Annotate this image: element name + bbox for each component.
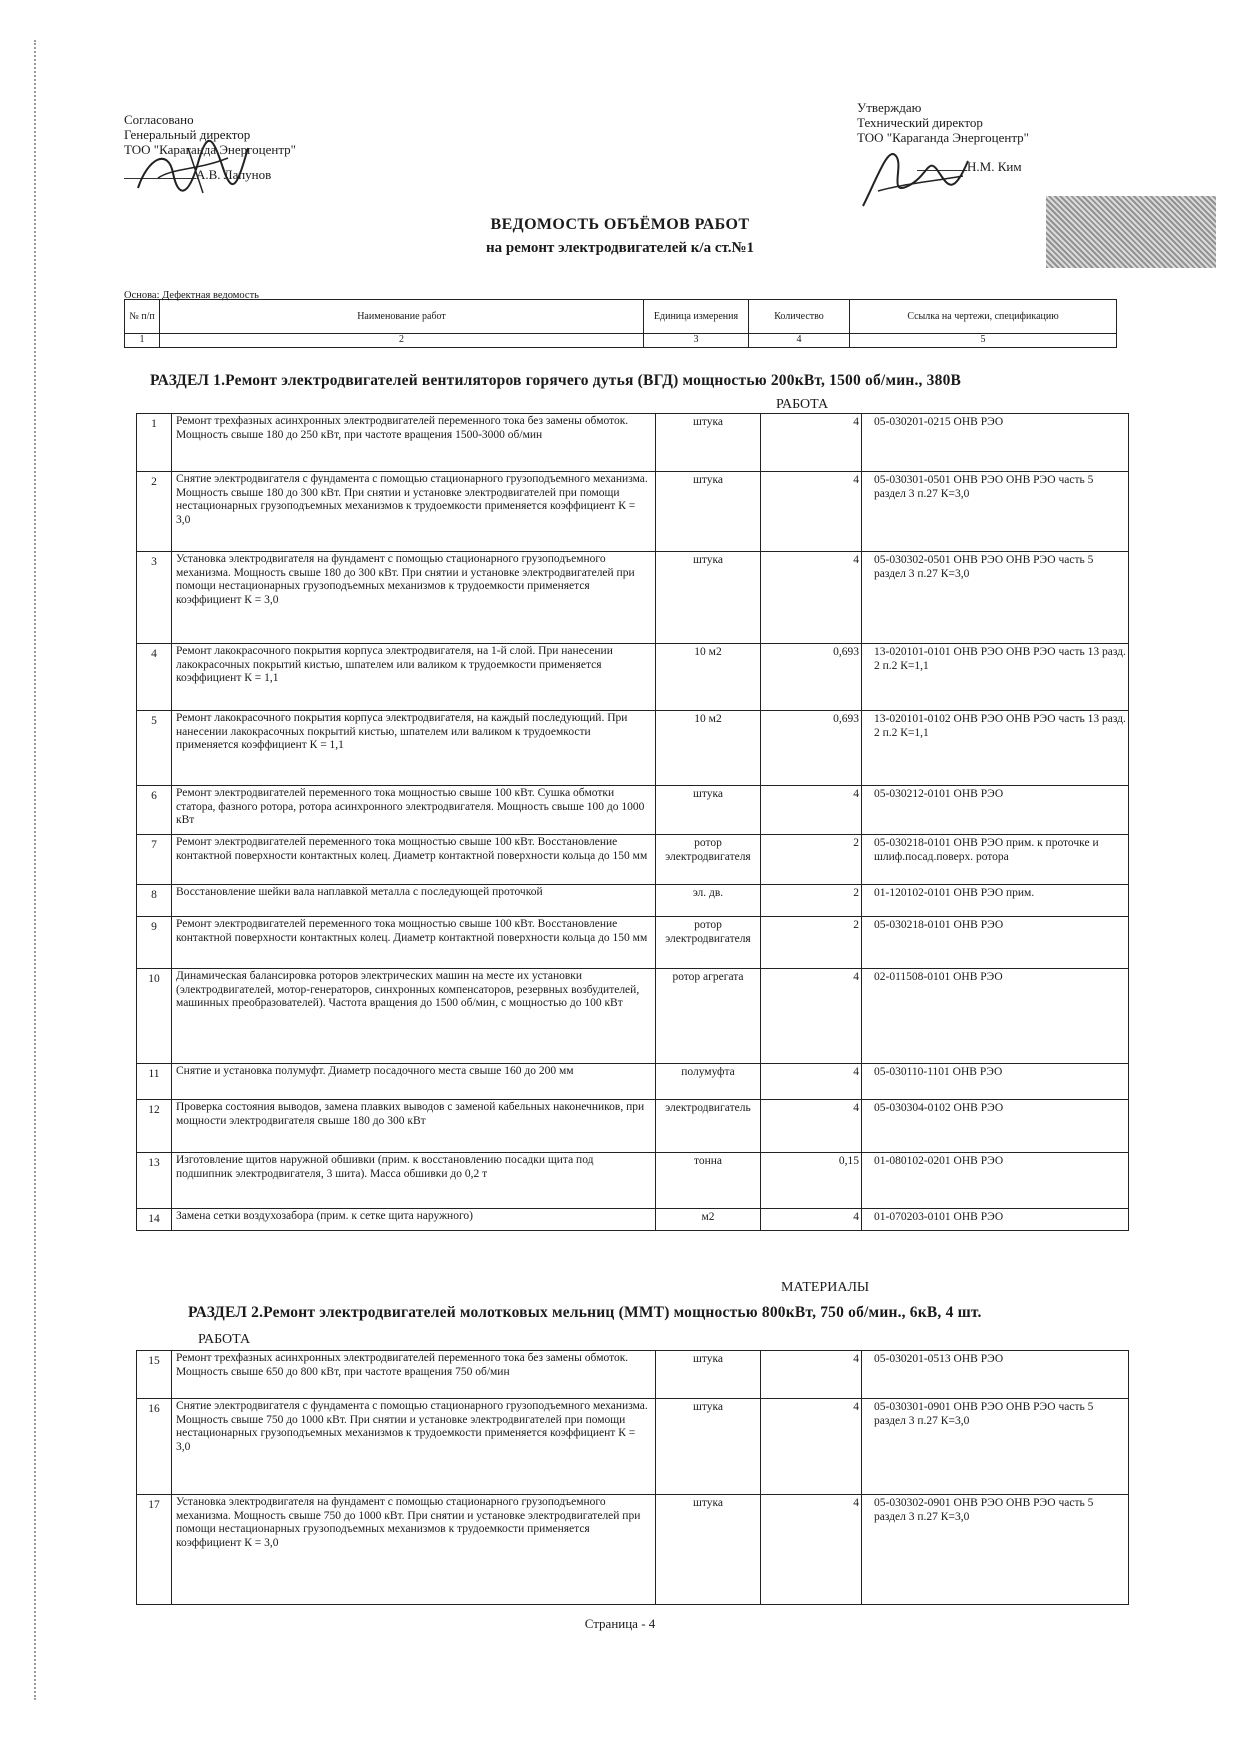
row-reference: 05-030218-0101 ОНВ РЭО прим. к проточке и шлиф.посад.поверх. ротора [862,835,1129,885]
row-unit: ротор электродвигателя [656,917,761,969]
section1-work-label: РАБОТА [776,397,829,412]
approval-right-line2: Технический директор [857,115,983,130]
column-number: 2 [160,334,644,348]
signature-left [128,128,258,208]
table-row [137,1153,1129,1209]
approval-left-line2: Генеральный директор [124,127,251,142]
row-reference: 05-030201-0513 ОНВ РЭО [862,1351,1129,1399]
document-title: ВЕДОМОСТЬ ОБЪЁМОВ РАБОТ [490,216,750,233]
row-quantity: 0,693 [761,644,862,711]
table-row [137,1209,1129,1231]
row-reference: 01-070203-0101 ОНВ РЭО [862,1209,1129,1231]
row-number: 10 [137,969,172,1064]
row-work-name: Восстановление шейки вала наплавкой металла с последующей проточкой [172,885,656,917]
column-number: 1 [125,334,160,348]
row-unit: штука [656,1399,761,1495]
row-quantity: 4 [761,414,862,472]
column-number: 4 [749,334,850,348]
row-number: 8 [137,885,172,917]
row-reference: 01-080102-0201 ОНВ РЭО [862,1153,1129,1209]
row-quantity: 4 [761,1100,862,1153]
signature-right [858,136,978,216]
table-row [137,1064,1129,1100]
row-work-name: Проверка состояния выводов, замена плавких выводов с заменой кабельных наконечников, при мощности электродвигателя свыше 180 до 300 кВт [172,1100,656,1153]
basis-label: Основа: Дефектная ведомость [124,290,259,301]
row-number: 11 [137,1064,172,1100]
row-reference: 05-030301-0501 ОНВ РЭО ОНВ РЭО часть 5 раздел 3 п.27 К=3,0 [862,472,1129,552]
table-header [124,299,1117,348]
row-work-name: Ремонт электродвигателей переменного тока мощностью свыше 100 кВт. Восстановление контактной поверхности контактных колец. Диаметр контактной поверхности кольца до 150 мм [172,835,656,885]
row-number: 2 [137,472,172,552]
row-reference: 05-030218-0101 ОНВ РЭО [862,917,1129,969]
column-number: 3 [644,334,749,348]
row-work-name: Ремонт трехфазных асинхронных электродвигателей переменного тока без замены обмоток. Мощность свыше 180 до 250 кВт, при частоте вращения 1500-3000 об/мин [172,414,656,472]
row-unit: штука [656,1351,761,1399]
row-reference: 05-030212-0101 ОНВ РЭО [862,786,1129,835]
row-unit: ротор агрегата [656,969,761,1064]
column-ref-header: Ссылка на чертежи, спецификацию [850,300,1117,334]
row-quantity: 4 [761,786,862,835]
column-unit-header: Единица измерения [644,300,749,334]
row-unit: 10 м2 [656,644,761,711]
row-quantity: 4 [761,1209,862,1231]
row-reference: 02-011508-0101 ОНВ РЭО [862,969,1129,1064]
row-work-name: Снятие и установка полумуфт. Диаметр посадочного места свыше 160 до 200 мм [172,1064,656,1100]
table-row [137,552,1129,644]
row-unit: электродвигатель [656,1100,761,1153]
row-quantity: 4 [761,1399,862,1495]
approval-right-line1: Утверждаю [857,100,922,115]
page-footer: Страница - 4 [584,1616,656,1631]
row-unit: эл. дв. [656,885,761,917]
row-quantity: 2 [761,835,862,885]
column-number: 5 [850,334,1117,348]
row-quantity: 0,15 [761,1153,862,1209]
table-row [137,1399,1129,1495]
approval-left-line1: Согласовано [124,112,194,127]
row-number: 16 [137,1399,172,1495]
row-number: 6 [137,786,172,835]
row-number: 5 [137,711,172,786]
table-row [137,644,1129,711]
section1-title: РАЗДЕЛ 1.Ремонт электродвигателей вентиляторов горячего дутья (ВГД) мощностью 200кВт, 1500 об/мин., 380В [150,372,962,389]
row-unit: штука [656,414,761,472]
approval-right-name: Н.М. Ким [967,159,1022,174]
table-row [137,472,1129,552]
row-reference: 05-030301-0901 ОНВ РЭО ОНВ РЭО часть 5 раздел 3 п.27 К=3,0 [862,1399,1129,1495]
table-row [137,969,1129,1064]
row-number: 1 [137,414,172,472]
row-quantity: 4 [761,552,862,644]
row-number: 4 [137,644,172,711]
row-number: 9 [137,917,172,969]
row-work-name: Ремонт электродвигателей переменного тока мощностью свыше 100 кВт. Сушка обмотки статора, фазного ротора, ротора асинхронного электродвигателя. Мощность свыше 100 до 1000 кВт [172,786,656,835]
row-work-name: Ремонт трехфазных асинхронных электродвигателей переменного тока без замены обмоток. Мощность свыше 650 до 800 кВт, при частоте вращения 750 об/мин [172,1351,656,1399]
row-work-name: Ремонт лакокрасочного покрытия корпуса электродвигателя, на 1-й слой. При нанесении лакокрасочных покрытий кистью, шпателем или валиком к трудоемкости применяется коэффициент К = 1,1 [172,644,656,711]
row-reference: 05-030304-0102 ОНВ РЭО [862,1100,1129,1153]
row-reference: 01-120102-0101 ОНВ РЭО прим. [862,885,1129,917]
row-unit: штука [656,552,761,644]
row-number: 3 [137,552,172,644]
row-unit: м2 [656,1209,761,1231]
row-work-name: Снятие электродвигателя с фундамента с помощью стационарного грузоподъемного механизма. Мощность свыше 750 до 1000 кВт. При снятии и установке электродвигателей при помощи нестационарных грузоподъемных механизмов к трудоемкости применяется коэффициент К = 3,0 [172,1399,656,1495]
row-unit: 10 м2 [656,711,761,786]
row-number: 12 [137,1100,172,1153]
section2-table [136,1350,1129,1605]
row-quantity: 4 [761,969,862,1064]
column-name-header: Наименование работ [160,300,644,334]
section1-rows [137,414,1129,1231]
row-work-name: Ремонт электродвигателей переменного тока мощностью свыше 100 кВт. Восстановление контактной поверхности контактных колец. Диаметр контактной поверхности кольца до 150 мм [172,917,656,969]
row-unit: штука [656,472,761,552]
approval-left-line3: ТОО "Караганда Энергоцентр" [124,142,296,157]
table-row [137,414,1129,472]
row-reference: 05-030302-0501 ОНВ РЭО ОНВ РЭО часть 5 раздел 3 п.27 К=3,0 [862,552,1129,644]
table-row [137,1351,1129,1399]
row-unit: штука [656,1495,761,1605]
row-quantity: 4 [761,1064,862,1100]
table-row [137,786,1129,835]
section1-table [136,413,1129,1231]
row-unit: штука [656,786,761,835]
row-work-name: Установка электродвигателя на фундамент с помощью стационарного грузоподъемного механизма. Мощность свыше 750 до 1000 кВт. При снятии и установке электродвигателей при помощи нестационарных грузоподъемных механизмов к трудоемкости применяется коэффициент К = 3,0 [172,1495,656,1605]
row-unit: тонна [656,1153,761,1209]
row-quantity: 4 [761,1495,862,1605]
section2-title: РАЗДЕЛ 2.Ремонт электродвигателей молотковых мельниц (ММТ) мощностью 800кВт, 750 об/мин., 6кВ, 4 шт. [188,1304,982,1321]
row-unit: ротор электродвигателя [656,835,761,885]
approval-right-line3: ТОО "Караганда Энергоцентр" [857,130,1029,145]
column-qty-header: Количество [749,300,850,334]
row-quantity: 0,693 [761,711,862,786]
table-row [137,885,1129,917]
section1-materials-label: МАТЕРИАЛЫ [781,1280,870,1295]
table-row [137,1100,1129,1153]
row-number: 13 [137,1153,172,1209]
row-reference: 05-030302-0901 ОНВ РЭО ОНВ РЭО часть 5 раздел 3 п.27 К=3,0 [862,1495,1129,1605]
table-row [137,711,1129,786]
row-work-name: Изготовление щитов наружной обшивки (прим. к восстановлению посадки щита под подшипник электродвигателя, 3 шита). Масса обшивки до 0,2 т [172,1153,656,1209]
row-quantity: 2 [761,917,862,969]
document-subtitle: на ремонт электродвигателей к/а ст.№1 [485,240,755,256]
row-quantity: 4 [761,472,862,552]
row-reference: 13-020101-0101 ОНВ РЭО ОНВ РЭО часть 13 разд. 2 п.2 К=1,1 [862,644,1129,711]
scan-edge [34,40,38,1700]
row-reference: 13-020101-0102 ОНВ РЭО ОНВ РЭО часть 13 разд. 2 п.2 К=1,1 [862,711,1129,786]
row-quantity: 4 [761,1351,862,1399]
section2-work-label: РАБОТА [198,1332,251,1347]
table-row [137,835,1129,885]
row-work-name: Замена сетки воздухозабора (прим. к сетке щита наружного) [172,1209,656,1231]
table-row [137,1495,1129,1605]
column-num-header: № п/п [125,300,160,334]
row-quantity: 2 [761,885,862,917]
row-reference: 05-030110-1101 ОНВ РЭО [862,1064,1129,1100]
row-number: 7 [137,835,172,885]
section2-rows [137,1351,1129,1605]
row-unit: полумуфта [656,1064,761,1100]
row-number: 15 [137,1351,172,1399]
row-work-name: Установка электродвигателя на фундамент с помощью стационарного грузоподъемного механизма. Мощность свыше 180 до 300 кВт. При снятии и установке электродвигателей при помощи нестационарных грузоподъемных механизмов к трудоемкости применяется коэффициент К = 3,0 [172,552,656,644]
row-work-name: Снятие электродвигателя с фундамента с помощью стационарного грузоподъемного механизма. Мощность свыше 180 до 300 кВт. При снятии и установке электродвигателей при помощи нестационарных грузоподъемных механизмов к трудоемкости применяется коэффициент К = 3,0 [172,472,656,552]
row-work-name: Динамическая балансировка роторов электрических машин на месте их установки (электродвигателей, мотор-генераторов, синхронных компенсаторов, резервных возбудителей, машинных преобразователей). Частота вращения до 1500 об/мин, с мощностью до 100 кВт [172,969,656,1064]
approval-left-name: А.В. Лапунов [196,167,272,182]
row-number: 17 [137,1495,172,1605]
table-row [137,917,1129,969]
row-reference: 05-030201-0215 ОНВ РЭО [862,414,1129,472]
row-work-name: Ремонт лакокрасочного покрытия корпуса электродвигателя, на каждый последующий. При нанесении лакокрасочных покрытий кистью, шпателем или валиком к трудоемкости применяется коэффициент К = 1,1 [172,711,656,786]
row-number: 14 [137,1209,172,1231]
